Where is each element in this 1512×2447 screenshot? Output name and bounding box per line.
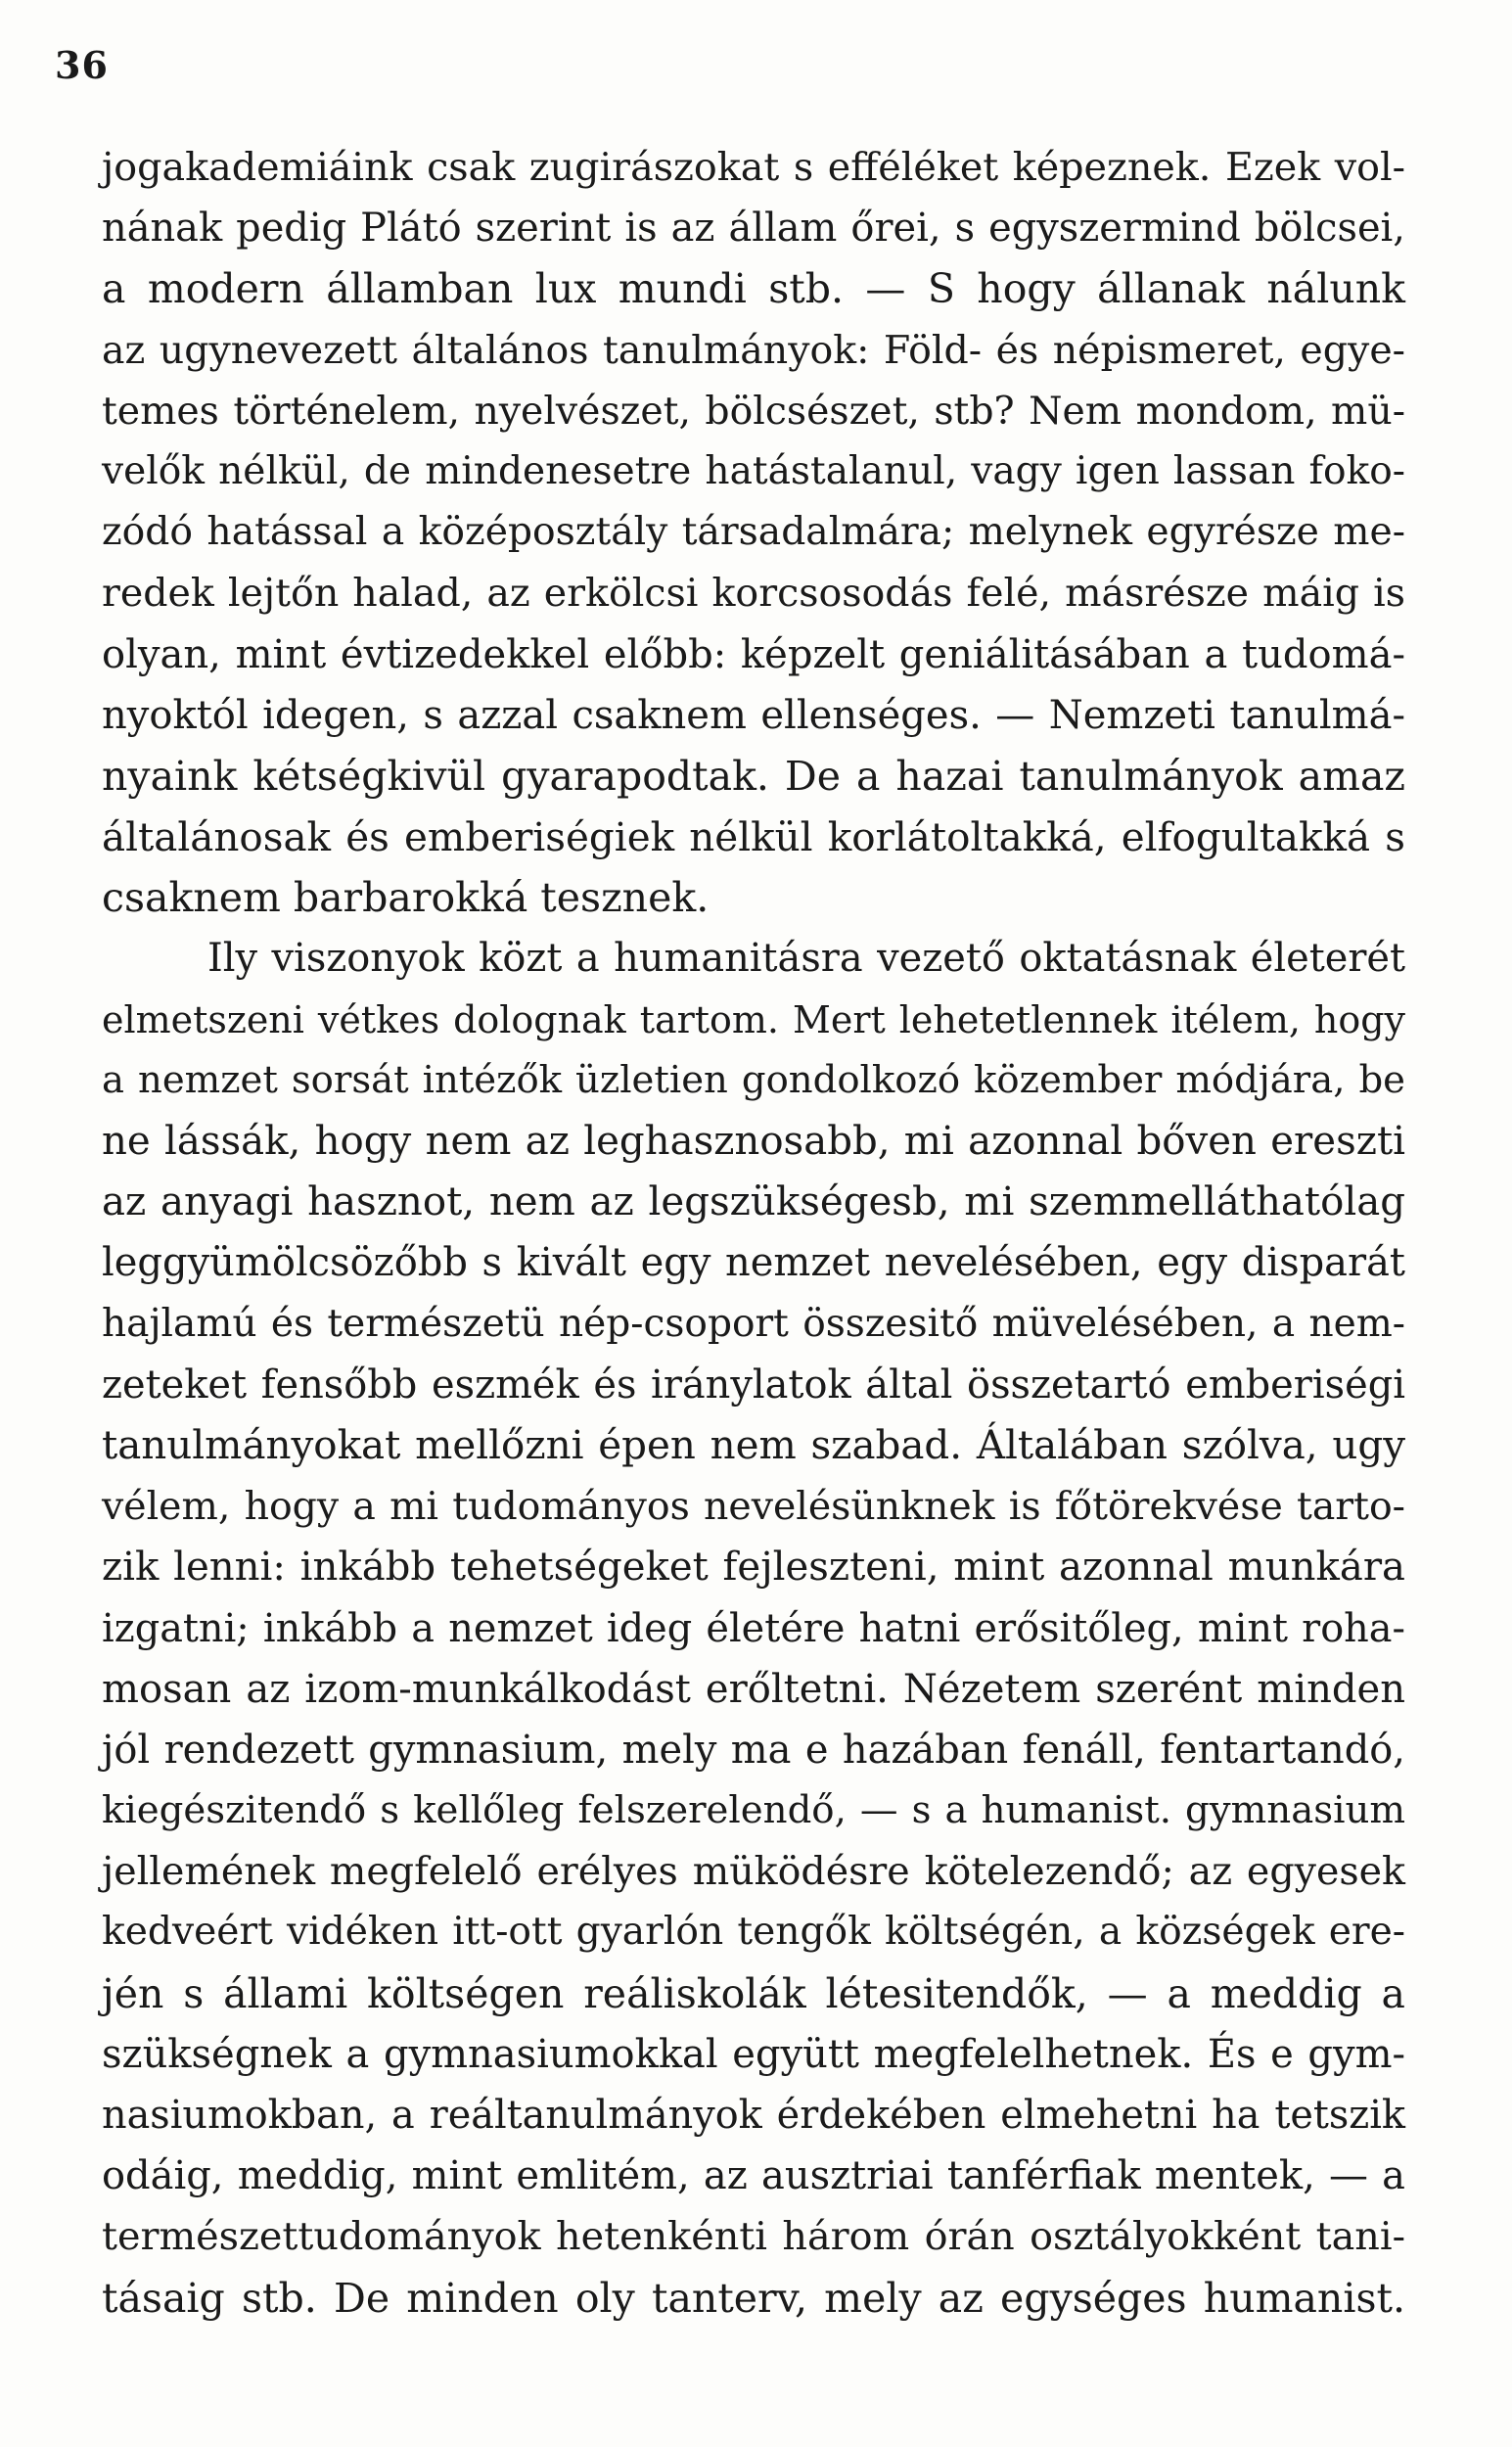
text-line: természettudományok hetenkénti három órán osztályokként tani- [102, 2214, 1405, 2260]
text-line: tásaig stb. De minden oly tanterv, mely az egységes humanist. [102, 2274, 1405, 2322]
text-line: odáig, meddig, mint emlitém, az ausztriai tanférfiak mentek, — a [102, 2153, 1405, 2199]
text-line: kedveért vidéken itt-ott gyarlón tengők költségén, a községek ere- [102, 1910, 1405, 1955]
text-line: jén s állami költségen reáliskolák létesitendők, — a meddig a [102, 1969, 1405, 2017]
page-number: 36 [55, 43, 109, 87]
text-line: a modern államban lux mundi stb. — S hogy állanak nálunk [102, 265, 1405, 313]
text-line: vélem, hogy a mi tudományos nevelésünknek is főtörekvése tarto- [102, 1484, 1405, 1530]
text-line: tanulmányokat mellőzni épen nem szabad. Általában szólva, ugy [102, 1421, 1405, 1468]
text-line: hajlamú és természetü nép-csoport összesitő müvelésében, a nem- [102, 1301, 1405, 1346]
text-line: nyoktól idegen, s azzal csaknem ellenséges. — Nemzeti tanulmá- [102, 692, 1405, 738]
text-line: izgatni; inkább a nemzet ideg életére hatni erősitőleg, mint roha- [102, 1605, 1405, 1651]
text-line: elmetszeni vétkes dolognak tartom. Mert lehetetlennek itélem, hogy [102, 997, 1405, 1041]
text-line: jellemének megfelelő erélyes müködésre kötelezendő; az egyesek [102, 1849, 1405, 1895]
text-line: jogakademiáink csak zugirászokat s efféléket képeznek. Ezek vol- [102, 145, 1405, 190]
text-line: általánosak és emberiségiek nélkül korlátoltakká, elfogultakká s [102, 813, 1405, 861]
text-line: ne lássák, hogy nem az leghasznosabb, mi azonnal bőven ereszti [102, 1119, 1405, 1164]
text-line: redek lejtőn halad, az erkölcsi korcsosodás felé, másrésze máig is [102, 571, 1405, 617]
text-line: nasiumokban, a reáltanulmányok érdekében elmehetni ha tetszik [102, 2093, 1405, 2138]
text-line: jól rendezett gymnasium, mely ma e hazában fenáll, fentartandó, [102, 1727, 1405, 1773]
text-line: az ugynevezett általános tanulmányok: Föld- és népismeret, egye- [102, 327, 1405, 373]
text-line: velők nélkül, de mindenesetre hatástalanul, vagy igen lassan foko- [102, 448, 1405, 493]
text-line: temes történelem, nyelvészet, bölcsészet, stb? Nem mondom, mü- [102, 388, 1405, 434]
text-line: az anyagi hasznot, nem az legszükségesb, mi szemmelláthatólag [102, 1179, 1405, 1225]
body-text [102, 137, 1405, 2329]
text-line: nyaink kétségkivül gyarapodtak. De a hazai tanulmányok amaz [102, 752, 1405, 800]
text-line: Ily viszonyok közt a humanitásra vezető oktatásnak életerét [207, 936, 1405, 982]
text-line: mosan az izom-munkálkodást erőltetni. Nézetem szerént minden [102, 1666, 1405, 1712]
text-line: leggyümölcsözőbb s kivált egy nemzet nevelésében, egy disparát [102, 1240, 1405, 1286]
text-line: nának pedig Plátó szerint is az állam őrei, s egyszermind bölcsei, [102, 206, 1405, 252]
text-line: zik lenni: inkább tehetségeket fejleszteni, mint azonnal munkára [102, 1545, 1405, 1591]
text-line: a nemzet sorsát intézők üzletien gondolkozó közember módjára, be [102, 1057, 1405, 1102]
text-line: csaknem barbarokká tesznek. [102, 874, 710, 922]
text-line: zódó hatással a középosztály társadalmára; melynek egyrésze me- [102, 510, 1405, 555]
text-line: zeteket fensőbb eszmék és iránylatok által összetartó emberiségi [102, 1362, 1405, 1408]
text-line: olyan, mint évtizedekkel előbb: képzelt geniálitásában a tudomá- [102, 631, 1405, 677]
text-line: kiegészitendő s kellőleg felszerelendő, — s a humanist. gymnasium [102, 1788, 1405, 1833]
text-line: szükségnek a gymnasiumokkal együtt megfelelhetnek. És e gym- [102, 2031, 1405, 2077]
